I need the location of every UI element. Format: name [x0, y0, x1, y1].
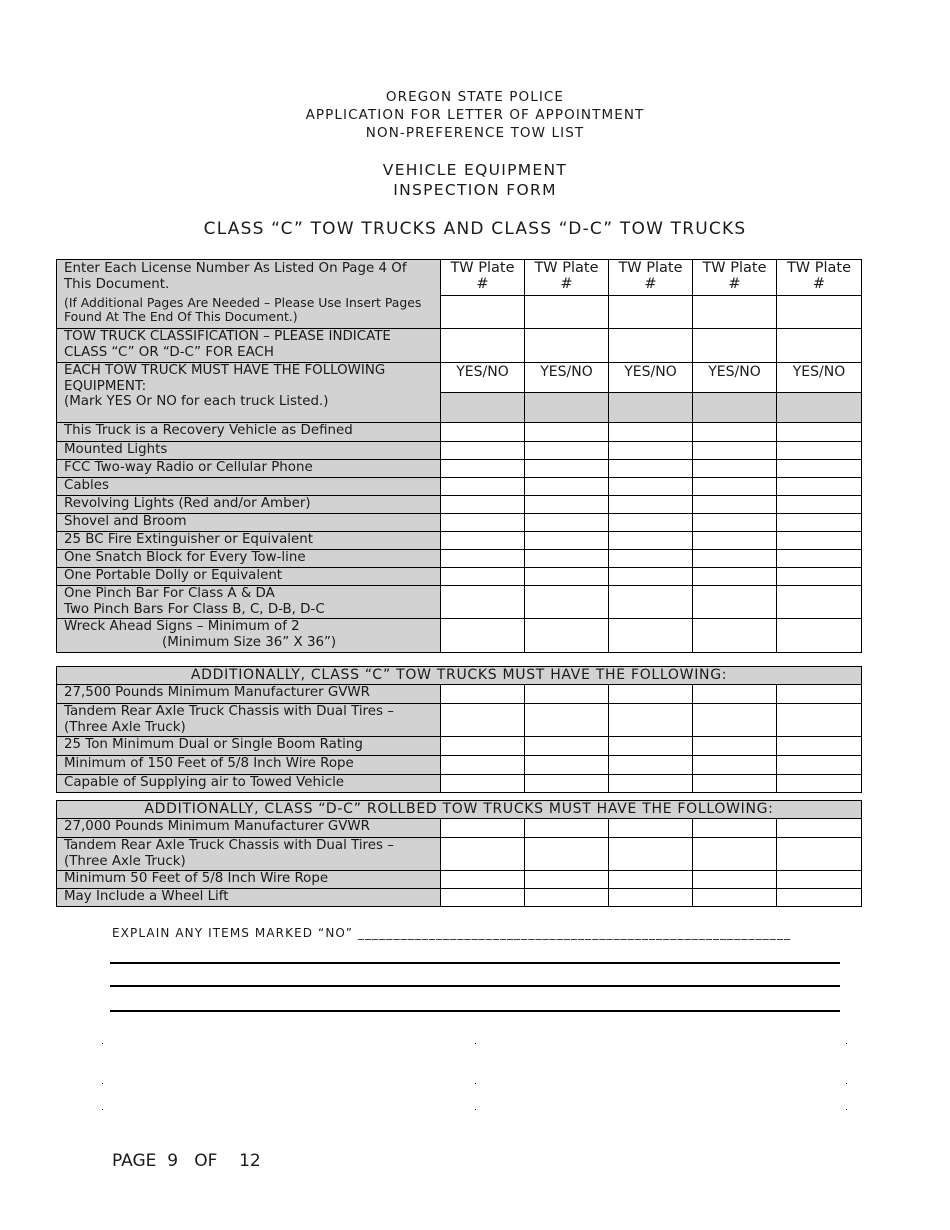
item-row [57, 496, 862, 514]
yes-no-input[interactable] [441, 532, 525, 550]
pinch-bar-text-2: Two Pinch Bars For Class B, C, D-B, D-C [64, 601, 325, 617]
equipment-requirement-text: EACH TOW TRUCK MUST HAVE THE FOLLOWING EQUIPMENT: [64, 363, 386, 394]
yes-no-input[interactable] [441, 871, 525, 889]
yes-no-input[interactable] [777, 819, 862, 838]
yes-no-input[interactable] [693, 460, 777, 478]
item-row [57, 532, 862, 550]
yes-no-input[interactable] [777, 838, 862, 871]
yes-no-input[interactable] [777, 514, 862, 532]
yes-no-input[interactable] [525, 737, 609, 756]
signature-dot [475, 1109, 476, 1110]
yes-no-input[interactable] [525, 889, 609, 907]
yes-no-input[interactable] [441, 442, 525, 460]
explain-line-2[interactable] [110, 985, 840, 987]
yes-no-input[interactable] [693, 704, 777, 737]
plate-number-input[interactable] [525, 296, 609, 329]
item-label: Tandem Rear Axle Truck Chassis with Dual Tires – (Three Axle Truck) [57, 838, 441, 871]
yes-no-input[interactable] [609, 442, 693, 460]
plate-number-input[interactable] [777, 296, 862, 329]
item-row [57, 478, 862, 496]
license-instruction-text: Enter Each License Number As Listed On Page 4 Of This Document. [64, 261, 407, 292]
signature-dot [846, 1109, 847, 1110]
yes-no-input[interactable] [609, 478, 693, 496]
yes-no-input[interactable] [693, 685, 777, 704]
wreck-signs-text-2: (Minimum Size 36” X 36”) [162, 634, 337, 650]
yes-no-header: YES/NO [693, 363, 777, 393]
yes-no-input[interactable] [525, 568, 609, 586]
yes-no-input[interactable] [609, 619, 693, 653]
classification-input[interactable] [441, 329, 525, 363]
yes-no-header: YES/NO [777, 363, 862, 393]
plate-header: TW Plate # [609, 260, 693, 296]
yes-no-input[interactable] [525, 496, 609, 514]
yes-no-input[interactable] [525, 514, 609, 532]
yes-no-input[interactable] [777, 532, 862, 550]
item-row [57, 423, 862, 442]
item-row [57, 838, 862, 871]
wreck-signs-row [57, 619, 862, 653]
yes-no-input[interactable] [441, 756, 525, 775]
yes-no-input[interactable] [609, 568, 693, 586]
item-label: 25 BC Fire Extinguisher or Equivalent [57, 532, 441, 550]
yes-no-input[interactable] [441, 586, 525, 619]
item-label: One Portable Dolly or Equivalent [57, 568, 441, 586]
yes-no-input[interactable] [609, 460, 693, 478]
yes-no-header-row [57, 363, 862, 393]
yes-no-input[interactable] [777, 619, 862, 653]
item-label: One Snatch Block for Every Tow-line [57, 550, 441, 568]
yes-no-input[interactable] [777, 737, 862, 756]
item-row [57, 568, 862, 586]
page-current: 9 [167, 1151, 179, 1171]
yes-no-input[interactable] [441, 514, 525, 532]
yes-no-input[interactable] [777, 568, 862, 586]
yes-no-input[interactable] [693, 423, 777, 442]
yes-no-input[interactable] [441, 496, 525, 514]
yes-no-input[interactable] [525, 442, 609, 460]
yes-no-input[interactable] [693, 756, 777, 775]
yes-no-header: YES/NO [609, 363, 693, 393]
yes-no-input[interactable] [777, 496, 862, 514]
item-label: Cables [57, 478, 441, 496]
yes-no-input[interactable] [693, 619, 777, 653]
yes-no-input[interactable] [777, 460, 862, 478]
yes-no-input[interactable] [609, 496, 693, 514]
item-label: 27,500 Pounds Minimum Manufacturer GVWR [57, 685, 441, 704]
yes-no-input[interactable] [609, 737, 693, 756]
yes-no-input[interactable] [525, 819, 609, 838]
item-row [57, 871, 862, 889]
yes-no-input[interactable] [693, 550, 777, 568]
yes-no-input[interactable] [441, 568, 525, 586]
item-row [57, 756, 862, 775]
yes-no-input[interactable] [441, 685, 525, 704]
yes-no-input[interactable] [441, 619, 525, 653]
yes-no-input[interactable] [777, 685, 862, 704]
yes-no-input[interactable] [441, 460, 525, 478]
classification-input[interactable] [693, 329, 777, 363]
item-row [57, 704, 862, 737]
item-label: 25 Ton Minimum Dual or Single Boom Rating [57, 737, 441, 756]
yes-no-input[interactable] [609, 685, 693, 704]
yes-no-input[interactable] [777, 423, 862, 442]
item-row [57, 460, 862, 478]
yes-no-input[interactable] [525, 423, 609, 442]
yes-no-input[interactable] [525, 775, 609, 793]
explain-label: EXPLAIN ANY ITEMS MARKED “NO” [112, 926, 354, 940]
classification-input[interactable] [525, 329, 609, 363]
yes-no-input[interactable] [609, 550, 693, 568]
yes-no-input[interactable] [693, 889, 777, 907]
yes-no-input[interactable] [693, 478, 777, 496]
yes-no-input[interactable] [609, 838, 693, 871]
yes-no-input[interactable] [693, 496, 777, 514]
list-name: NON-PREFERENCE TOW LIST [365, 125, 585, 141]
agency-name: OREGON STATE POLICE [385, 89, 565, 105]
yes-no-header: YES/NO [441, 363, 525, 393]
yes-no-input[interactable] [525, 478, 609, 496]
of-word: OF [194, 1151, 218, 1171]
item-row [57, 889, 862, 907]
pinch-bar-text-1: One Pinch Bar For Class A & DA [64, 586, 275, 601]
application-title: APPLICATION FOR LETTER OF APPOINTMENT [305, 107, 645, 123]
yes-no-input[interactable] [441, 889, 525, 907]
explain-line-1[interactable] [110, 962, 840, 964]
pinch-bar-row [57, 586, 862, 619]
mark-yes-no-note: (Mark YES Or NO for each truck Listed.) [64, 394, 329, 409]
additional-pages-note: (If Additional Pages Are Needed – Please Use Insert Pages Found At The End Of This Document.) [64, 295, 422, 324]
yes-no-input[interactable] [777, 586, 862, 619]
wreck-signs-text-1: Wreck Ahead Signs – Minimum of 2 [64, 619, 300, 634]
item-label: Revolving Lights (Red and/or Amber) [57, 496, 441, 514]
yes-no-input[interactable] [441, 737, 525, 756]
item-label: Tandem Rear Axle Truck Chassis with Dual Tires – (Three Axle Truck) [57, 704, 441, 737]
signature-dot [102, 1043, 103, 1044]
signature-dot [102, 1109, 103, 1110]
yes-no-input[interactable] [609, 704, 693, 737]
plate-header-row [57, 260, 862, 296]
classification-input[interactable] [777, 329, 862, 363]
plate-header: TW Plate # [777, 260, 862, 296]
form-title-line-1: VEHICLE EQUIPMENT [382, 161, 568, 179]
page-word: PAGE [112, 1151, 157, 1171]
yes-no-input[interactable] [525, 704, 609, 737]
yes-no-input[interactable] [609, 514, 693, 532]
explain-no-items [112, 926, 791, 940]
yes-no-input[interactable] [609, 871, 693, 889]
pinch-bar-label [57, 586, 441, 619]
yes-no-input[interactable] [609, 889, 693, 907]
wreck-signs-label [57, 619, 441, 653]
yes-no-input[interactable] [525, 550, 609, 568]
yes-no-input[interactable] [693, 737, 777, 756]
signature-dot [475, 1043, 476, 1044]
yes-no-input[interactable] [525, 586, 609, 619]
yes-no-input[interactable] [777, 478, 862, 496]
plate-header: TW Plate # [693, 260, 777, 296]
yes-no-input[interactable] [609, 586, 693, 619]
yes-no-input[interactable] [525, 756, 609, 775]
page-number [112, 1151, 261, 1171]
yes-no-input[interactable] [693, 514, 777, 532]
yes-no-input[interactable] [693, 819, 777, 838]
item-label: Minimum of 150 Feet of 5/8 Inch Wire Rope [57, 756, 441, 775]
item-label: 27,000 Pounds Minimum Manufacturer GVWR [57, 819, 441, 838]
license-instructions [57, 260, 441, 329]
item-label: Minimum 50 Feet of 5/8 Inch Wire Rope [57, 871, 441, 889]
item-row [57, 550, 862, 568]
item-label: Shovel and Broom [57, 514, 441, 532]
yes-no-input[interactable] [777, 889, 862, 907]
explain-underline[interactable]: _____________________________________________________________ [357, 926, 792, 940]
plate-number-input[interactable] [441, 296, 525, 329]
yes-no-input[interactable] [777, 704, 862, 737]
yes-no-input[interactable] [777, 775, 862, 793]
plate-header: TW Plate # [441, 260, 525, 296]
yes-no-input[interactable] [441, 775, 525, 793]
yes-no-input[interactable] [441, 550, 525, 568]
yes-no-input[interactable] [441, 704, 525, 737]
yes-no-input[interactable] [693, 775, 777, 793]
item-label: Mounted Lights [57, 442, 441, 460]
yes-no-input[interactable] [441, 478, 525, 496]
plate-number-input[interactable] [609, 296, 693, 329]
yes-no-input[interactable] [525, 685, 609, 704]
class-c-table [56, 666, 862, 793]
yes-no-input[interactable] [609, 532, 693, 550]
equipment-requirement [57, 363, 441, 423]
class-dc-table [56, 800, 862, 907]
yes-no-input[interactable] [777, 550, 862, 568]
class-title: CLASS “C” TOW TRUCKS AND CLASS “D-C” TOW TRUCKS [203, 219, 747, 239]
plate-number-input[interactable] [693, 296, 777, 329]
classification-input[interactable] [609, 329, 693, 363]
yes-no-input[interactable] [441, 423, 525, 442]
item-label: FCC Two-way Radio or Cellular Phone [57, 460, 441, 478]
yes-no-input[interactable] [777, 871, 862, 889]
plate-header: TW Plate # [525, 260, 609, 296]
item-label: May Include a Wheel Lift [57, 889, 441, 907]
yes-no-header: YES/NO [525, 363, 609, 393]
yes-no-input[interactable] [441, 838, 525, 871]
yes-no-input[interactable] [609, 819, 693, 838]
item-row [57, 514, 862, 532]
signature-dot [846, 1043, 847, 1044]
item-row [57, 775, 862, 793]
class-dc-heading: ADDITIONALLY, CLASS “D-C” ROLLBED TOW TRUCKS MUST HAVE THE FOLLOWING: [57, 801, 862, 819]
signature-dot [102, 1083, 103, 1084]
item-row [57, 685, 862, 704]
yes-no-input[interactable] [693, 532, 777, 550]
classification-label: TOW TRUCK CLASSIFICATION – PLEASE INDICATE CLASS “C” OR “D-C” FOR EACH [57, 329, 441, 363]
yes-no-input[interactable] [777, 756, 862, 775]
form-title-line-2: INSPECTION FORM [393, 181, 557, 199]
yes-no-input[interactable] [525, 532, 609, 550]
yes-no-input[interactable] [609, 775, 693, 793]
yes-no-input[interactable] [525, 460, 609, 478]
item-label: This Truck is a Recovery Vehicle as Defined [57, 423, 441, 442]
yes-no-input[interactable] [693, 568, 777, 586]
signature-dot [846, 1083, 847, 1084]
yes-no-input[interactable] [693, 871, 777, 889]
yes-no-input[interactable] [441, 819, 525, 838]
yes-no-input[interactable] [777, 442, 862, 460]
item-row [57, 819, 862, 838]
yes-no-input[interactable] [525, 838, 609, 871]
yes-no-input[interactable] [693, 586, 777, 619]
yes-no-input[interactable] [693, 838, 777, 871]
explain-line-3[interactable] [110, 1010, 840, 1012]
classification-row [57, 329, 862, 363]
item-row [57, 442, 862, 460]
yes-no-input[interactable] [609, 423, 693, 442]
equipment-table [56, 259, 862, 653]
yes-no-input[interactable] [525, 619, 609, 653]
item-row [57, 737, 862, 756]
yes-no-input[interactable] [525, 871, 609, 889]
page-total: 12 [239, 1151, 261, 1171]
item-label: Capable of Supplying air to Towed Vehicle [57, 775, 441, 793]
yes-no-input[interactable] [609, 756, 693, 775]
class-c-heading: ADDITIONALLY, CLASS “C” TOW TRUCKS MUST HAVE THE FOLLOWING: [57, 667, 862, 685]
signature-dot [475, 1083, 476, 1084]
yes-no-input[interactable] [693, 442, 777, 460]
